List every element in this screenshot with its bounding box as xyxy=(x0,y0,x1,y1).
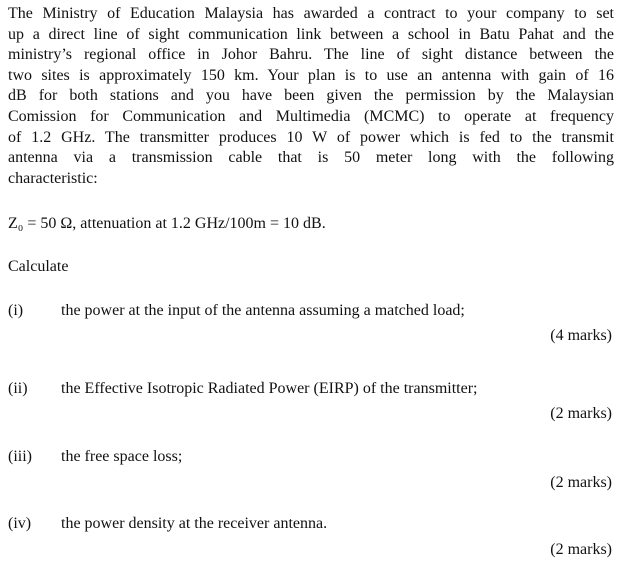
question-number-ii: (ii) xyxy=(8,380,28,397)
calculate-label: Calculate xyxy=(8,258,69,275)
question-number-iv: (iv) xyxy=(8,515,32,532)
question-text-ii: the Effective Isotropic Radiated Power (EIRP) of the transmitter; xyxy=(61,380,478,397)
impedance-attenuation-line: Z₀ = 50 Ω, attenuation at 1.2 GHz/100m = 10 dB. xyxy=(8,215,326,232)
question-text-iv: the power density at the receiver antenna. xyxy=(61,515,328,532)
question-text-iii: the free space loss; xyxy=(61,448,183,465)
statement-line: The Ministry of Education Malaysia has awarded a contract to your company to set xyxy=(8,5,614,22)
statement-line: dB for both stations and you have been given the permission by the Malaysian xyxy=(8,87,614,105)
statement-line: Comission for Communication and Multimedia (MCMC) to operate at frequency xyxy=(8,107,614,125)
statement-line: two sites is approximately 150 km. Your plan is to use an antenna with gain of 16 xyxy=(8,66,614,84)
marks-i: (4 marks) xyxy=(550,327,612,344)
question-text-i: the power at the input of the antenna assuming a matched load; xyxy=(61,302,465,319)
statement-line: characteristic: xyxy=(8,169,98,187)
statement-line: up a direct line of sight communication link between a school in Batu Pahat and the xyxy=(8,25,614,43)
problem-statement xyxy=(8,4,614,189)
statement-line: ministry’s regional office in Johor Bahru. The line of sight distance between the xyxy=(8,46,614,64)
marks-iv: (2 marks) xyxy=(550,541,612,558)
question-number-iii: (iii) xyxy=(8,448,32,465)
statement-line: of 1.2 GHz. The transmitter produces 10 W of power which is fed to the transmit xyxy=(8,128,614,146)
statement-line: antenna via a transmission cable that is 50 meter long with the following xyxy=(8,149,614,167)
question-number-i: (i) xyxy=(8,302,24,319)
marks-iii: (2 marks) xyxy=(550,474,612,491)
marks-ii: (2 marks) xyxy=(550,405,612,422)
